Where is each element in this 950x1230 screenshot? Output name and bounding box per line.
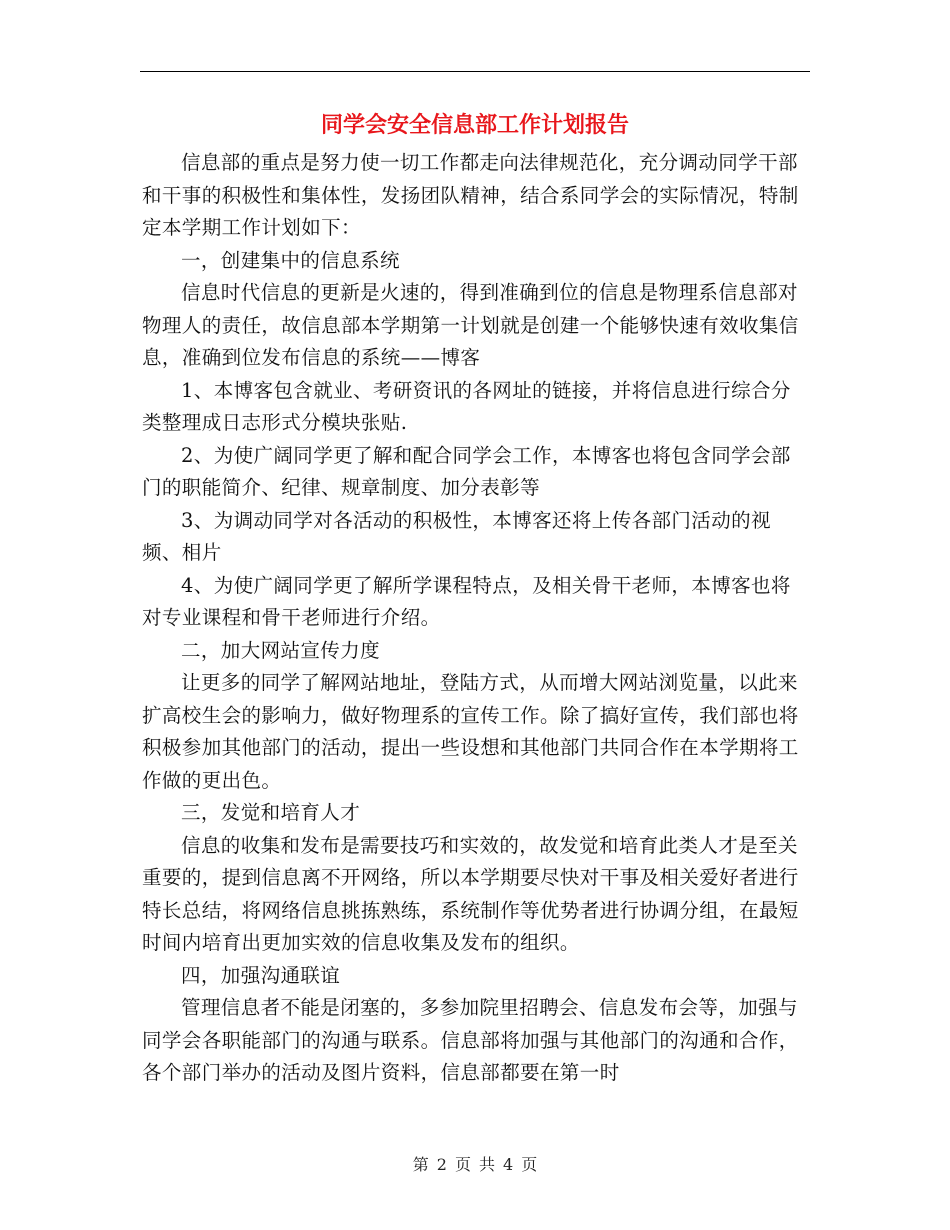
list-item-1: 1、本博客包含就业、考研资讯的各网址的链接，并将信息进行综合分类整理成日志形式分模块张贴. [142, 378, 791, 434]
footer-total-prefix: 共 [479, 1155, 496, 1174]
paragraph-section-1: 信息时代信息的更新是火速的，得到准确到位的信息是物理系信息部对物理人的责任，故信息部本学期第一计划就是创建一个能够快速有效收集信息，准确到位发布信息的系统——博客 [142, 281, 799, 369]
footer-current-page: 2 [436, 1155, 447, 1174]
header-rule [140, 71, 810, 72]
section-heading-2: 二，加大网站宣传力度 [181, 638, 381, 662]
section-heading-4: 四，加强沟通联谊 [181, 963, 341, 987]
paragraph-intro: 信息部的重点是努力使一切工作都走向法律规范化，充分调动同学干部和干事的积极性和集体性，发扬团队精神，结合系同学会的实际情况，特制定本学期工作计划如下： [142, 151, 799, 239]
section-heading-3: 三，发觉和培育人才 [181, 801, 361, 824]
section-heading-1: 一，创建集中的信息系统 [181, 248, 400, 272]
list-item-2: 2、为使广阔同学更了解和配合同学会工作，本博客也将包含同学会部门的职能简介、纪律、规章制度、加分表彰等 [142, 443, 791, 499]
paragraph-section-3: 信息的收集和发布是需要技巧和实效的，故发觉和培育此类人才是至关重要的，提到信息离不开网络，所以本学期要尽快对干事及相关爱好者进行特长总结，将网络信息挑拣熟练，系统制作等优势者进行协调分组，在最短时间内培育出更加实效的信息收集及发布的组织。 [142, 833, 799, 954]
page-number-footer [0, 1153, 950, 1177]
list-item-3: 3、为调动同学对各活动的积极性，本博客还将上传各部门活动的视频、相片 [142, 508, 771, 564]
paragraph-section-4: 管理信息者不能是闭塞的，多参加院里招聘会、信息发布会等，加强与同学会各职能部门的沟通与联系。信息部将加强与其他部门的沟通和合作，各个部门举办的活动及图片资料，信息部都要在第一时 [142, 996, 799, 1084]
footer-page-word: 页 [454, 1155, 471, 1174]
paragraph-section-2: 让更多的同学了解网站地址，登陆方式，从而增大网站浏览量，以此来扩高校生会的影响力，做好物理系的宣传工作。除了搞好宣传，我们部也将积极参加其他部门的活动，提出一些设想和其他部门共同合作在本学期将工作做的更出色。 [142, 671, 799, 792]
footer-prefix: 第 [412, 1155, 429, 1174]
list-item-4: 4、为使广阔同学更了解所学课程特点，及相关骨干老师，本博客也将对专业课程和骨干老师进行介绍。 [142, 573, 791, 629]
footer-suffix: 页 [521, 1155, 538, 1174]
footer-total-pages: 4 [503, 1155, 514, 1174]
document-body [142, 147, 808, 1090]
document-title: 同学会安全信息部工作计划报告 [320, 112, 629, 138]
